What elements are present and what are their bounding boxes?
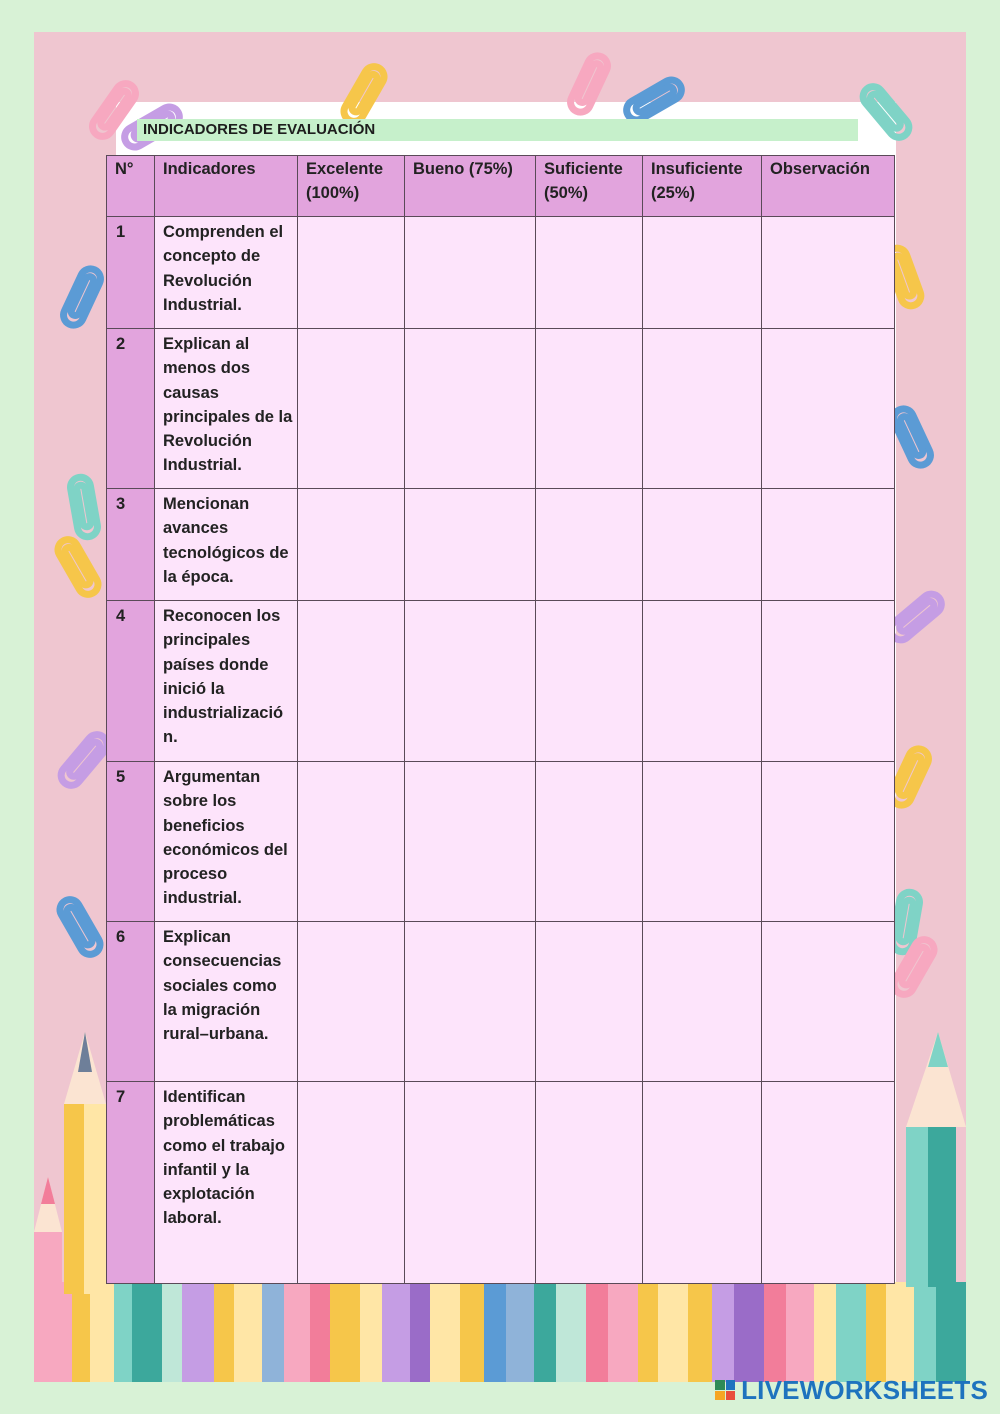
- cell-excelente[interactable]: [298, 1082, 405, 1284]
- row-number: 4: [107, 601, 155, 762]
- cell-observacion[interactable]: [762, 922, 895, 1082]
- cell-observacion[interactable]: [762, 762, 895, 922]
- cell-suficiente[interactable]: [536, 1082, 643, 1284]
- evaluation-rubric-table: [106, 155, 895, 1284]
- cell-suficiente[interactable]: [536, 601, 643, 762]
- cell-excelente[interactable]: [298, 762, 405, 922]
- table-header-row: [107, 156, 895, 217]
- cell-suficiente[interactable]: [536, 217, 643, 329]
- cell-bueno[interactable]: [405, 601, 536, 762]
- header-excelente: Excelente (100%): [298, 156, 405, 217]
- cell-observacion[interactable]: [762, 489, 895, 601]
- cell-observacion[interactable]: [762, 329, 895, 489]
- header-number: N°: [107, 156, 155, 217]
- table-row: [107, 489, 895, 601]
- cell-insuficiente[interactable]: [643, 922, 762, 1082]
- cell-observacion[interactable]: [762, 601, 895, 762]
- indicator-text: Reconocen los principales países donde inició la industrialización.: [155, 601, 298, 762]
- row-number: 3: [107, 489, 155, 601]
- cell-suficiente[interactable]: [536, 762, 643, 922]
- cell-insuficiente[interactable]: [643, 1082, 762, 1284]
- table-row: [107, 217, 895, 329]
- cell-suficiente[interactable]: [536, 329, 643, 489]
- colored-pencil-stripes: [34, 1282, 966, 1382]
- liveworksheets-logo-icon: [715, 1380, 735, 1400]
- indicator-text: Explican consecuencias sociales como la migración rural–urbana.: [155, 922, 298, 1082]
- table-row: [107, 762, 895, 922]
- cell-excelente[interactable]: [298, 601, 405, 762]
- indicator-text: Mencionan avances tecnológicos de la época.: [155, 489, 298, 601]
- cell-insuficiente[interactable]: [643, 601, 762, 762]
- row-number: 5: [107, 762, 155, 922]
- table-row: [107, 329, 895, 489]
- header-bueno: Bueno (75%): [405, 156, 536, 217]
- cell-excelente[interactable]: [298, 489, 405, 601]
- cell-excelente[interactable]: [298, 217, 405, 329]
- table-row: [107, 601, 895, 762]
- liveworksheets-brand[interactable]: [715, 1372, 988, 1408]
- header-suficiente: Suficiente (50%): [536, 156, 643, 217]
- cell-bueno[interactable]: [405, 922, 536, 1082]
- cell-observacion[interactable]: [762, 1082, 895, 1284]
- worksheet-title: INDICADORES DE EVALUACIÓN: [143, 121, 376, 138]
- cell-insuficiente[interactable]: [643, 489, 762, 601]
- cell-bueno[interactable]: [405, 217, 536, 329]
- table-row: [107, 1082, 895, 1284]
- row-number: 2: [107, 329, 155, 489]
- cell-bueno[interactable]: [405, 762, 536, 922]
- cell-suficiente[interactable]: [536, 922, 643, 1082]
- indicator-text: Argumentan sobre los beneficios económicos del proceso industrial.: [155, 762, 298, 922]
- cell-excelente[interactable]: [298, 329, 405, 489]
- cell-insuficiente[interactable]: [643, 217, 762, 329]
- indicator-text: Explican al menos dos causas principales de la Revolución Industrial.: [155, 329, 298, 489]
- header-observacion: Observación: [762, 156, 895, 217]
- indicator-text: Comprenden el concepto de Revolución Industrial.: [155, 217, 298, 329]
- header-insuficiente: Insuficiente (25%): [643, 156, 762, 217]
- row-number: 6: [107, 922, 155, 1082]
- cell-bueno[interactable]: [405, 329, 536, 489]
- cell-suficiente[interactable]: [536, 489, 643, 601]
- brand-name: LIVEWORKSHEETS: [741, 1374, 988, 1405]
- cell-bueno[interactable]: [405, 489, 536, 601]
- cell-insuficiente[interactable]: [643, 762, 762, 922]
- cell-excelente[interactable]: [298, 922, 405, 1082]
- table-row: [107, 922, 895, 1082]
- header-indicators: Indicadores: [155, 156, 298, 217]
- row-number: 1: [107, 217, 155, 329]
- row-number: 7: [107, 1082, 155, 1284]
- cell-bueno[interactable]: [405, 1082, 536, 1284]
- cell-insuficiente[interactable]: [643, 329, 762, 489]
- cell-observacion[interactable]: [762, 217, 895, 329]
- indicator-text: Identifican problemáticas como el trabajo infantil y la explotación laboral.: [155, 1082, 298, 1284]
